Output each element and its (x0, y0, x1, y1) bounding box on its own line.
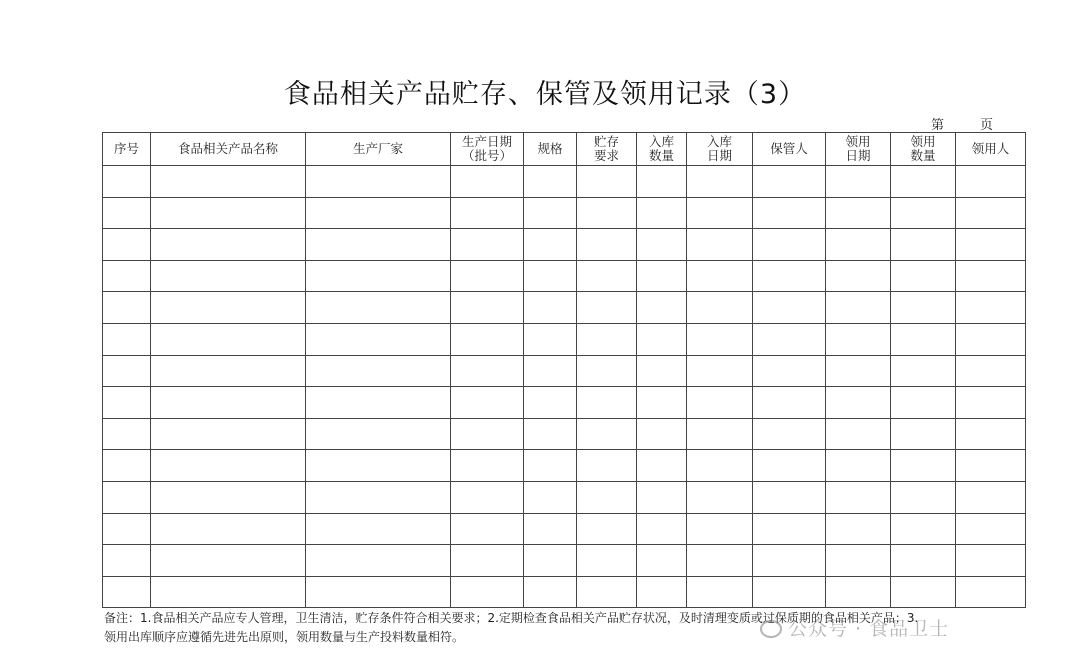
table-row (103, 260, 1026, 292)
table-cell[interactable] (753, 166, 826, 198)
table-row (103, 513, 1026, 545)
table-cell[interactable] (753, 481, 826, 513)
table-cell[interactable] (103, 292, 151, 324)
table-cell[interactable] (956, 197, 1026, 229)
table-cell[interactable] (577, 166, 637, 198)
table-cell[interactable] (103, 260, 151, 292)
table-cell[interactable] (826, 229, 891, 261)
table-cell[interactable] (891, 387, 956, 419)
table-cell[interactable] (103, 481, 151, 513)
table-cell[interactable] (637, 450, 687, 482)
table-cell[interactable] (451, 260, 524, 292)
table-cell[interactable] (891, 260, 956, 292)
table-cell[interactable] (891, 545, 956, 577)
table-cell[interactable] (826, 323, 891, 355)
table-cell[interactable] (956, 418, 1026, 450)
table-cell[interactable] (826, 481, 891, 513)
table-cell[interactable] (451, 576, 524, 608)
table-cell[interactable] (826, 545, 891, 577)
table-cell[interactable] (524, 513, 577, 545)
table-cell[interactable] (891, 418, 956, 450)
page-number-line (931, 114, 993, 133)
column-header: 规格 (524, 133, 577, 166)
table-cell[interactable] (103, 450, 151, 482)
table-cell[interactable] (687, 197, 753, 229)
table-cell[interactable] (826, 450, 891, 482)
table-cell[interactable] (577, 481, 637, 513)
table-row (103, 355, 1026, 387)
table-cell[interactable] (451, 355, 524, 387)
table-cell[interactable] (306, 260, 451, 292)
table-row (103, 197, 1026, 229)
table-cell[interactable] (451, 166, 524, 198)
table-cell[interactable] (826, 197, 891, 229)
table-cell[interactable] (524, 197, 577, 229)
table-cell[interactable] (753, 576, 826, 608)
table-cell[interactable] (826, 166, 891, 198)
column-header: 序号 (103, 133, 151, 166)
table-cell[interactable] (577, 450, 637, 482)
table-cell[interactable] (753, 545, 826, 577)
column-header: 生产日期 （批号） (451, 133, 524, 166)
table-cell[interactable] (103, 545, 151, 577)
table-cell[interactable] (637, 260, 687, 292)
table-cell[interactable] (524, 576, 577, 608)
table-cell[interactable] (753, 513, 826, 545)
table-cell[interactable] (524, 166, 577, 198)
table-cell[interactable] (103, 323, 151, 355)
table-row (103, 450, 1026, 482)
table-cell[interactable] (891, 292, 956, 324)
table-cell[interactable] (753, 197, 826, 229)
table-cell[interactable] (956, 387, 1026, 419)
table-cell[interactable] (524, 387, 577, 419)
table-cell[interactable] (956, 166, 1026, 198)
page-label-suffix: 页 (979, 118, 993, 133)
table-cell[interactable] (524, 323, 577, 355)
table-cell[interactable] (637, 292, 687, 324)
column-header: 保管人 (753, 133, 826, 166)
table-cell[interactable] (891, 166, 956, 198)
column-header: 入库 数量 (637, 133, 687, 166)
table-cell[interactable] (956, 292, 1026, 324)
table-cell[interactable] (103, 355, 151, 387)
table-cell[interactable] (151, 260, 306, 292)
table-cell[interactable] (687, 418, 753, 450)
table-cell[interactable] (891, 481, 956, 513)
table-cell[interactable] (524, 450, 577, 482)
table-cell[interactable] (103, 197, 151, 229)
table-cell[interactable] (306, 229, 451, 261)
table-cell[interactable] (103, 387, 151, 419)
table-cell[interactable] (753, 418, 826, 450)
document-title: 食品相关产品贮存、保管及领用记录（3） (283, 79, 807, 110)
table-cell[interactable] (753, 355, 826, 387)
table-cell[interactable] (891, 513, 956, 545)
table-cell[interactable] (151, 323, 306, 355)
table-cell[interactable] (451, 197, 524, 229)
table-cell[interactable] (687, 229, 753, 261)
table-cell[interactable] (956, 545, 1026, 577)
table-cell[interactable] (826, 260, 891, 292)
table-cell[interactable] (306, 355, 451, 387)
table-row (103, 166, 1026, 198)
table-cell[interactable] (753, 387, 826, 419)
table-cell[interactable] (151, 545, 306, 577)
table-cell[interactable] (687, 481, 753, 513)
table-cell[interactable] (451, 545, 524, 577)
table-cell[interactable] (306, 576, 451, 608)
table-cell[interactable] (687, 292, 753, 324)
page-label-prefix: 第 (930, 118, 944, 133)
table-cell[interactable] (637, 481, 687, 513)
table-cell[interactable] (956, 450, 1026, 482)
table-cell[interactable] (306, 292, 451, 324)
footnote-line-1: 备注：1.食品相关产品应专人管理，卫生清洁，贮存条件符合相关要求；2.定期检查食品相关产品贮存状况，及时清理变质或过保质期的食品相关产品；3. (104, 611, 919, 625)
table-cell[interactable] (451, 292, 524, 324)
table-cell[interactable] (577, 260, 637, 292)
table-cell[interactable] (577, 229, 637, 261)
table-cell[interactable] (687, 513, 753, 545)
table-cell[interactable] (637, 387, 687, 419)
table-cell[interactable] (524, 260, 577, 292)
table-cell[interactable] (687, 450, 753, 482)
table-cell[interactable] (956, 323, 1026, 355)
table-cell[interactable] (753, 292, 826, 324)
table-cell[interactable] (577, 323, 637, 355)
table-cell[interactable] (577, 387, 637, 419)
table-cell[interactable] (753, 260, 826, 292)
table-cell[interactable] (891, 197, 956, 229)
column-header: 食品相关产品名称 (151, 133, 306, 166)
column-header: 领用 日期 (826, 133, 891, 166)
table-cell[interactable] (956, 481, 1026, 513)
table-cell[interactable] (103, 418, 151, 450)
table-cell[interactable] (687, 576, 753, 608)
table-cell[interactable] (524, 481, 577, 513)
table-cell[interactable] (103, 166, 151, 198)
table-cell[interactable] (524, 229, 577, 261)
table-cell[interactable] (956, 576, 1026, 608)
table-cell[interactable] (891, 229, 956, 261)
record-table (102, 132, 1026, 608)
table-cell[interactable] (103, 513, 151, 545)
table-cell[interactable] (637, 229, 687, 261)
table-cell[interactable] (577, 545, 637, 577)
table-cell[interactable] (577, 355, 637, 387)
table-cell[interactable] (687, 323, 753, 355)
table-cell[interactable] (891, 323, 956, 355)
table-cell[interactable] (151, 292, 306, 324)
table-cell[interactable] (687, 260, 753, 292)
table-cell[interactable] (637, 576, 687, 608)
table-cell[interactable] (451, 481, 524, 513)
column-header: 生产厂家 (306, 133, 451, 166)
table-cell[interactable] (151, 166, 306, 198)
watermark-text: 公众号 · 食品卫士 (788, 618, 950, 640)
table-cell[interactable] (451, 387, 524, 419)
table-cell[interactable] (753, 450, 826, 482)
table-cell[interactable] (151, 355, 306, 387)
table-cell[interactable] (753, 323, 826, 355)
table-cell[interactable] (451, 450, 524, 482)
watermark (760, 614, 949, 641)
wechat-icon (760, 620, 782, 638)
table-cell[interactable] (577, 513, 637, 545)
table-cell[interactable] (151, 450, 306, 482)
table-cell[interactable] (826, 513, 891, 545)
table-cell[interactable] (637, 355, 687, 387)
table-cell[interactable] (451, 229, 524, 261)
table-body (103, 166, 1026, 608)
table-cell[interactable] (306, 450, 451, 482)
column-header: 贮存 要求 (577, 133, 637, 166)
table-cell[interactable] (524, 292, 577, 324)
table-cell[interactable] (306, 323, 451, 355)
table-row (103, 545, 1026, 577)
table-row (103, 292, 1026, 324)
table-cell[interactable] (151, 387, 306, 419)
table-cell[interactable] (956, 260, 1026, 292)
table-cell[interactable] (306, 166, 451, 198)
table-cell[interactable] (826, 355, 891, 387)
column-header: 领用人 (956, 133, 1026, 166)
table-row (103, 387, 1026, 419)
table-cell[interactable] (753, 229, 826, 261)
table-cell[interactable] (956, 229, 1026, 261)
table-cell[interactable] (826, 292, 891, 324)
table-cell[interactable] (687, 387, 753, 419)
table-cell[interactable] (577, 576, 637, 608)
column-header: 领用 数量 (891, 133, 956, 166)
table-cell[interactable] (151, 418, 306, 450)
table-cell[interactable] (103, 576, 151, 608)
table-cell[interactable] (637, 418, 687, 450)
table-cell[interactable] (451, 513, 524, 545)
table-cell[interactable] (637, 545, 687, 577)
column-header: 入库 日期 (687, 133, 753, 166)
table-cell[interactable] (306, 387, 451, 419)
table-row (103, 323, 1026, 355)
table-cell[interactable] (687, 545, 753, 577)
header-row (103, 133, 1026, 166)
table-cell[interactable] (826, 418, 891, 450)
footnote-line-2: 领用出库顺序应遵循先进先出原则，领用数量与生产投料数量相符。 (104, 630, 465, 644)
table-cell[interactable] (451, 418, 524, 450)
table-cell[interactable] (524, 355, 577, 387)
table-cell[interactable] (577, 197, 637, 229)
table-cell[interactable] (451, 323, 524, 355)
table-cell[interactable] (306, 545, 451, 577)
table-row (103, 229, 1026, 261)
table-cell[interactable] (687, 166, 753, 198)
table-cell[interactable] (151, 576, 306, 608)
table-cell[interactable] (524, 545, 577, 577)
table-cell[interactable] (577, 418, 637, 450)
table-cell[interactable] (306, 197, 451, 229)
table-cell[interactable] (151, 481, 306, 513)
table-cell[interactable] (103, 229, 151, 261)
table-row (103, 481, 1026, 513)
table-cell[interactable] (151, 197, 306, 229)
table-cell[interactable] (826, 576, 891, 608)
table-cell[interactable] (956, 513, 1026, 545)
table-cell[interactable] (891, 450, 956, 482)
table-cell[interactable] (687, 355, 753, 387)
table-cell[interactable] (306, 418, 451, 450)
table-cell[interactable] (524, 418, 577, 450)
table-cell[interactable] (306, 481, 451, 513)
table-cell[interactable] (306, 513, 451, 545)
table-cell[interactable] (826, 387, 891, 419)
table-cell[interactable] (956, 355, 1026, 387)
table-cell[interactable] (637, 323, 687, 355)
table-cell[interactable] (891, 576, 956, 608)
table-row (103, 418, 1026, 450)
table-cell[interactable] (891, 355, 956, 387)
table-cell[interactable] (637, 513, 687, 545)
table-row (103, 576, 1026, 608)
table-cell[interactable] (151, 229, 306, 261)
table-cell[interactable] (577, 292, 637, 324)
table-cell[interactable] (151, 513, 306, 545)
table-cell[interactable] (637, 166, 687, 198)
table-cell[interactable] (637, 197, 687, 229)
